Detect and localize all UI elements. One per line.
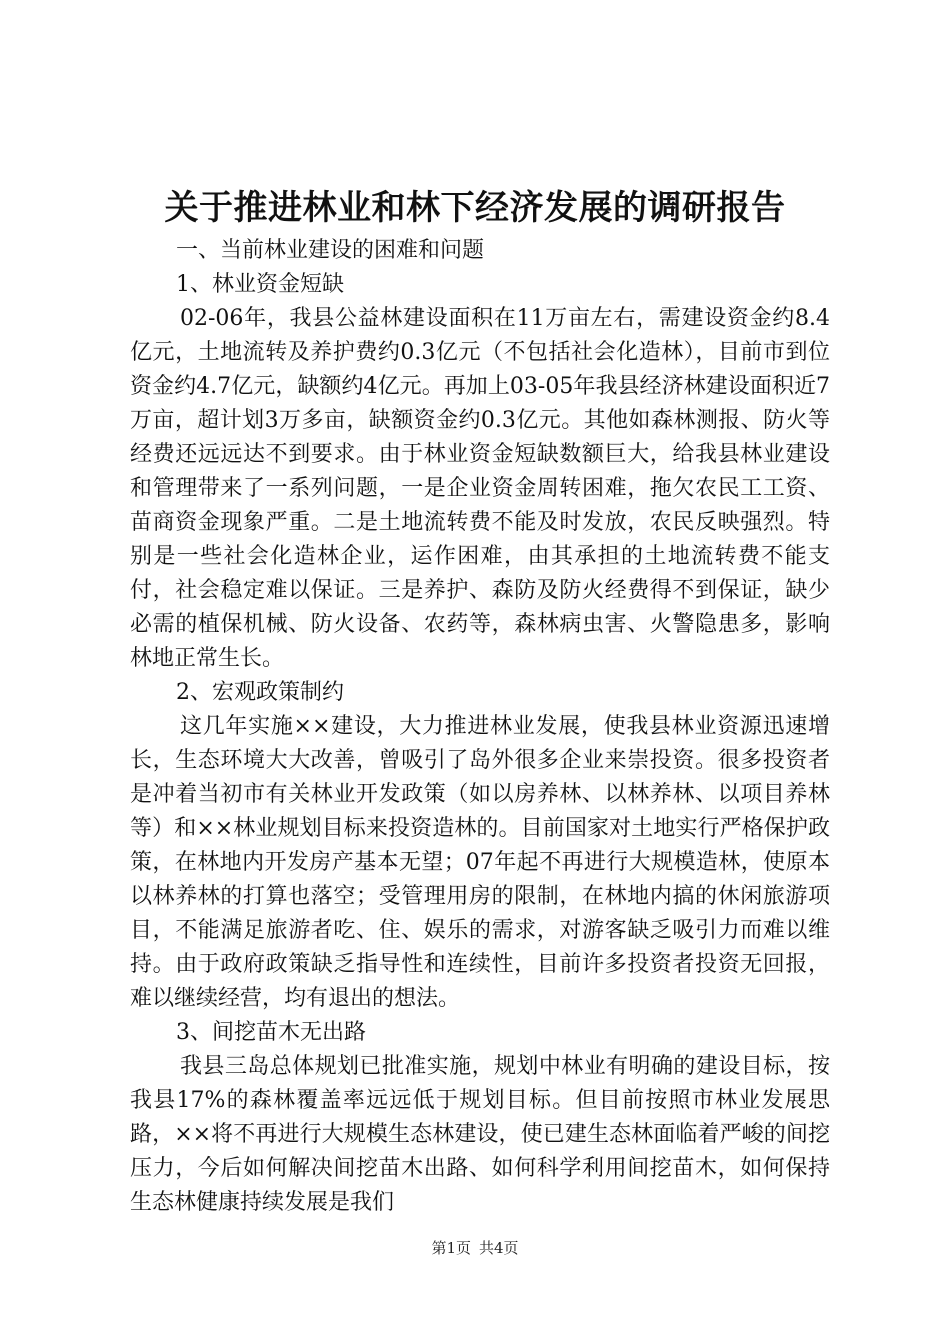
page-number: 第1页 bbox=[431, 1239, 471, 1257]
item-heading-1: 1、林业资金短缺 bbox=[176, 272, 344, 297]
item-heading-2: 2、宏观政策制约 bbox=[176, 680, 344, 705]
item-heading-3: 3、间挖苗木无出路 bbox=[176, 1020, 366, 1045]
item-paragraph-1: 02-06年，我县公益林建设面积在11万亩左右，需建设资金约8.4亿元，土地流转及养护费约0.3亿元（不包括社会化造林），目前市到位资金约4.7亿元，缺额约4亿元。再加上03-05年我县经济林建设面积近7万亩，超计划3万多亩，缺额资金约0.3亿元。其他如森林测报、防火等经费还远远达不到要求。由于林业资金短缺数额巨大，给我县林业建设和管理带来了一系列问题，一是企业资金周转困难，拖欠农民工工资、苗商资金现象严重。二是土地流转费不能及时发放，农民反映强烈。特别是一些社会化造林企业，运作困难，由其承担的土地流转费不能支付，社会稳定难以保证。三是养护、森防及防火经费得不到保证，缺少必需的植保机械、防火设备、农药等，森林病虫害、火警隐患多，影响林地正常生长。 bbox=[130, 306, 830, 671]
page-footer bbox=[0, 1238, 950, 1258]
item-paragraph-2: 这几年实施××建设，大力推进林业发展，使我县林业资源迅速增长，生态环境大大改善，曾吸引了岛外很多企业来崇投资。很多投资者是冲着当初市有关林业开发政策（如以房养林、以林养林、以项目养林等）和××林业规划目标来投资造林的。目前国家对土地实行严格保护政策，在林地内开发房产基本无望；07年起不再进行大规模造林，使原本以林养林的打算也落空；受管理用房的限制，在林地内搞的休闲旅游项目，不能满足旅游者吃、住、娱乐的需求，对游客缺乏吸引力而难以维持。由于政府政策缺乏指导性和连续性，目前许多投资者投资无回报，难以继续经营，均有退出的想法。 bbox=[130, 714, 830, 1011]
document-title: 关于推进林业和林下经济发展的调研报告 bbox=[164, 188, 786, 228]
page-total: 共4页 bbox=[479, 1239, 519, 1257]
item-paragraph-3: 我县三岛总体规划已批准实施，规划中林业有明确的建设目标，按我县17%的森林覆盖率远远低于规划目标。但目前按照市林业发展思路，××将不再进行大规模生态林建设，使已建生态林面临着严峻的间挖压力，今后如何解决间挖苗木出路、如何科学利用间挖苗木，如何保持生态林健康持续发展是我们 bbox=[130, 1054, 830, 1215]
section-heading: 一、当前林业建设的困难和问题 bbox=[176, 238, 485, 263]
document-body bbox=[130, 234, 830, 1220]
